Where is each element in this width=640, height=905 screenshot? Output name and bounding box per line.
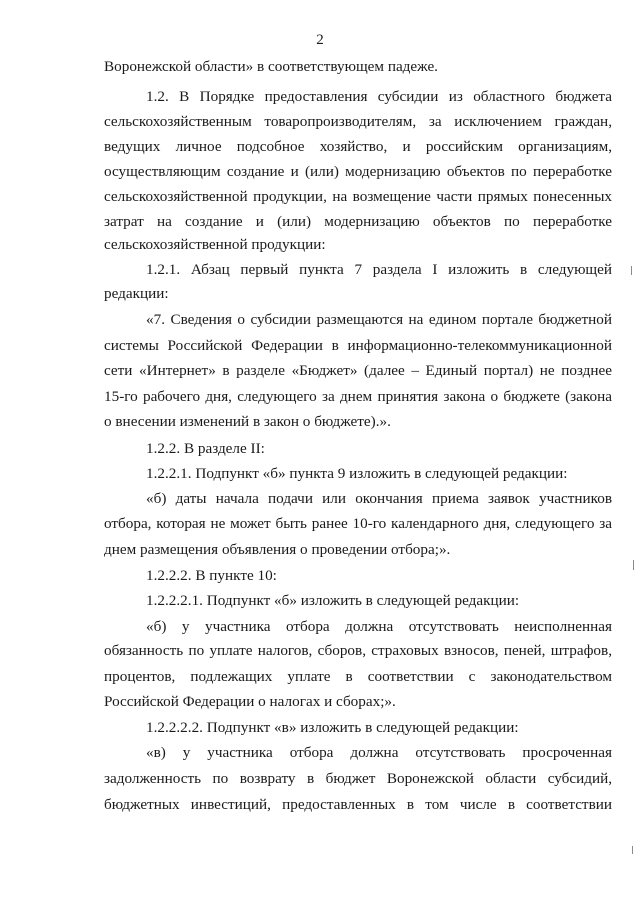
text-line: 1.2.2.2.1. Подпункт «б» изложить в следующей редакции: — [146, 592, 520, 609]
text-line: редакции: — [104, 285, 169, 302]
text-line: 1.2.2.2. В пункте 10: — [146, 567, 277, 584]
text-line: обязанность по уплате налогов, сборов, страховых взносов, пеней, штрафов, — [104, 642, 612, 659]
text-line: Воронежской области» в соответствующем падеже. — [104, 58, 438, 75]
text-line: осуществляющим создание и (или) модернизацию объектов по переработке — [104, 163, 612, 180]
text-line: 1.2.2.1. Подпункт «б» пункта 9 изложить в следующей редакции: — [146, 465, 568, 482]
scan-edge-mark — [632, 846, 633, 854]
text-line: о внесении изменений в закон о бюджете).». — [104, 413, 391, 430]
text-line: сети «Интернет» в разделе «Бюджет» (далее – Единый портал) не позднее — [104, 362, 612, 379]
text-line: процентов, подлежащих уплате в соответствии с законодательством — [104, 668, 612, 685]
text-line: системы Российской Федерации в информационно-телекоммуникационной — [104, 337, 612, 354]
text-line: ведущих личное подсобное хозяйство, и российским организациям, — [104, 138, 612, 155]
text-line: днем размещения объявления о проведении отбора;». — [104, 541, 451, 558]
page-number: 2 — [316, 32, 324, 48]
text-line: затрат на создание и (или) модернизацию объектов по переработке — [104, 213, 612, 230]
text-line: 1.2.2.2.2. Подпункт «в» изложить в следующей редакции: — [146, 719, 519, 736]
text-line: 1.2.2. В разделе II: — [146, 440, 265, 457]
text-line: сельскохозяйственным товаропроизводителям, за исключением граждан, — [104, 113, 612, 130]
text-line: бюджетных инвестиций, предоставленных в том числе в соответствии — [104, 796, 612, 813]
text-line: сельскохозяйственной продукции: — [104, 236, 326, 253]
text-line: задолженность по возврату в бюджет Воронежской области субсидий, — [104, 770, 612, 787]
text-line: сельскохозяйственной продукции, на возмещение части прямых понесенных — [104, 188, 612, 205]
text-line: Российской Федерации о налогах и сборах;». — [104, 693, 396, 710]
text-line: «б) даты начала подачи или окончания приема заявок участников — [146, 490, 612, 507]
text-line: 1.2.1. Абзац первый пункта 7 раздела I изложить в следующей — [146, 261, 612, 278]
text-line: «б) у участника отбора должна отсутствовать неисполненная — [146, 618, 612, 635]
text-line: 15-го рабочего дня, следующего за днем принятия закона о бюджете (закона — [104, 388, 612, 405]
scan-edge-mark — [631, 266, 632, 275]
scan-edge-mark — [633, 560, 634, 570]
text-line: «в) у участника отбора должна отсутствовать просроченная — [146, 744, 612, 761]
text-line: отбора, которая не может быть ранее 10-го календарного дня, следующего за — [104, 515, 612, 532]
text-line: «7. Сведения о субсидии размещаются на едином портале бюджетной — [146, 311, 612, 328]
text-line: 1.2. В Порядке предоставления субсидии из областного бюджета — [146, 88, 612, 105]
